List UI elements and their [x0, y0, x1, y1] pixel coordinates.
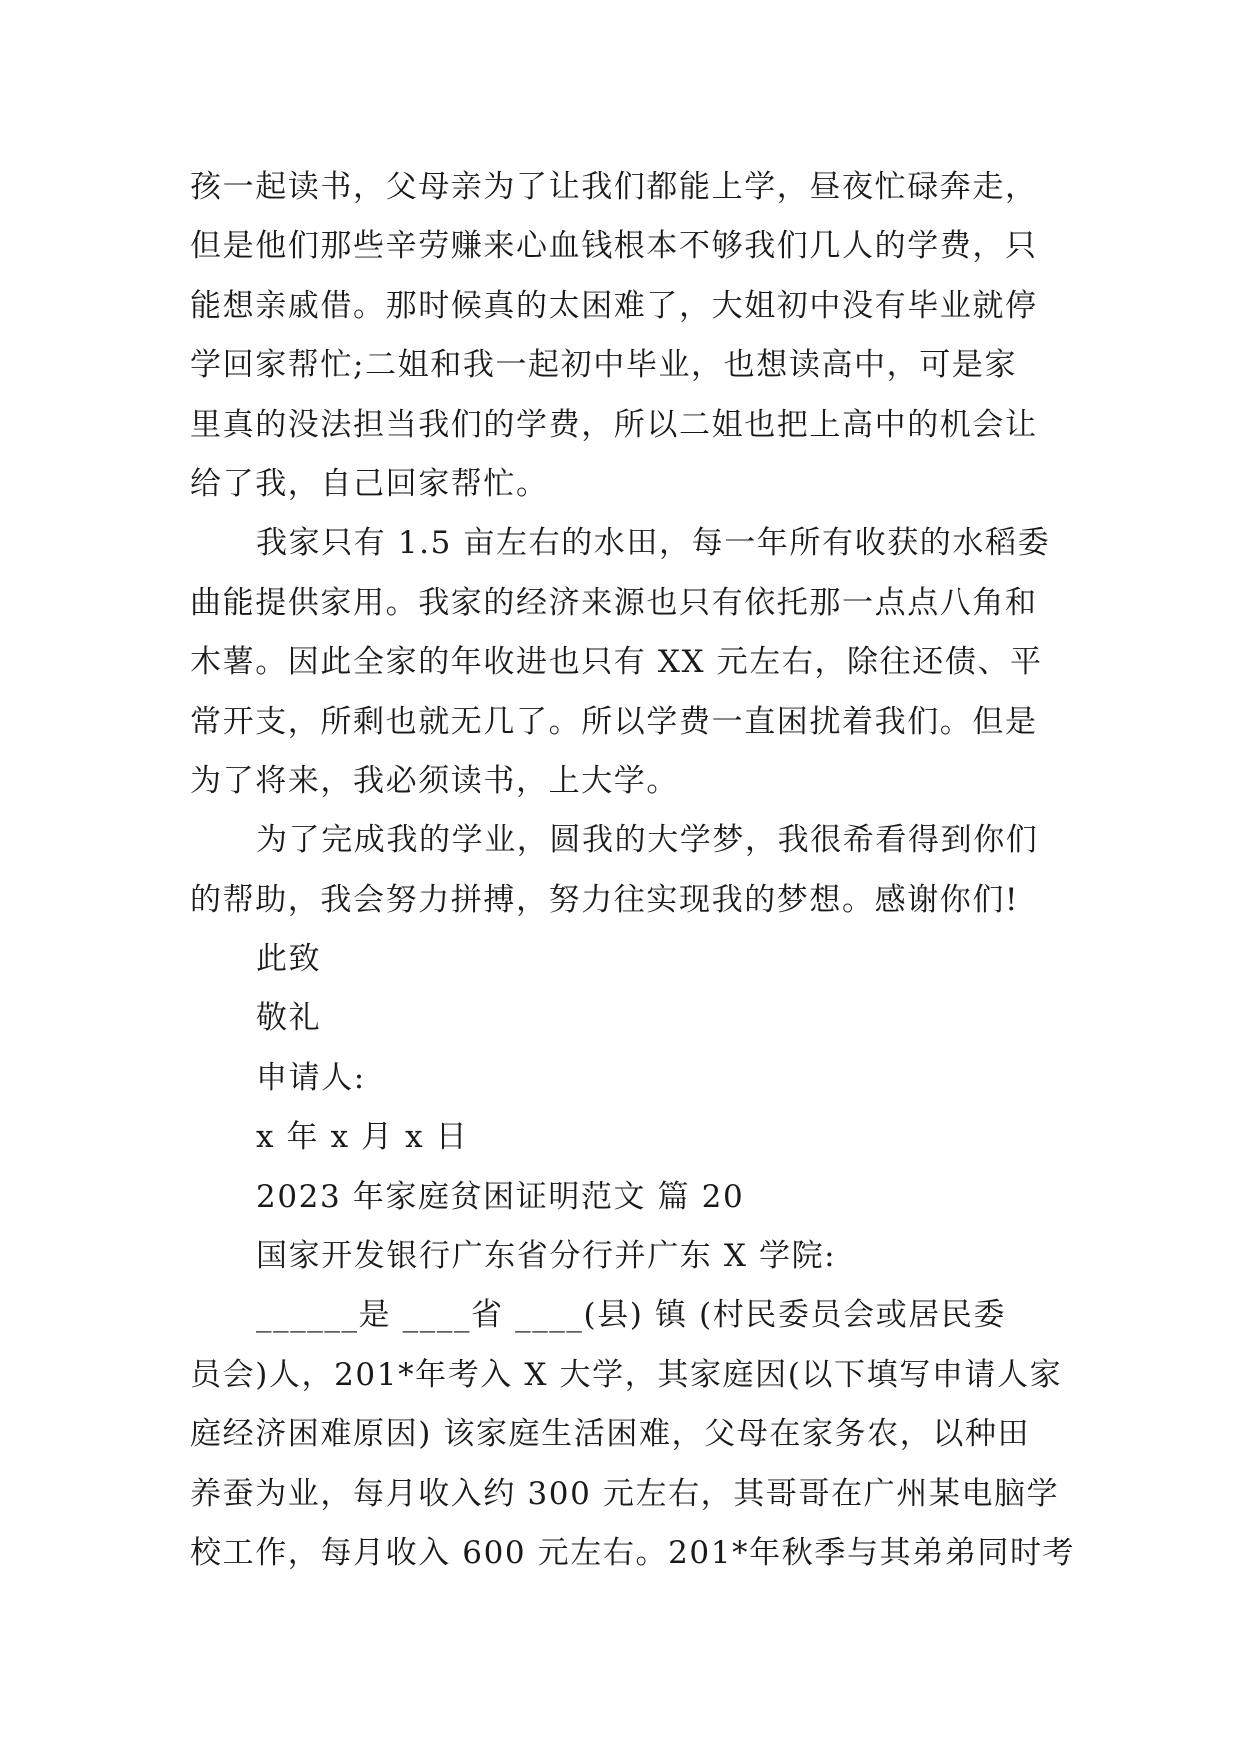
- text-line: 孩一起读书，父母亲为了让我们都能上学，昼夜忙碌奔走，: [190, 169, 1038, 205]
- document-body: [190, 158, 1076, 1583]
- text-line: 但是他们那些辛劳赚来心血钱根本不够我们几人的学费，只: [190, 228, 1038, 265]
- text-line: 学回家帮忙;二姐和我一起初中毕业，也想读高中，可是家: [190, 347, 1018, 384]
- paragraph-start: ______是 ____省 ____(县) 镇 (村民委员会或居民委: [256, 1297, 1007, 1334]
- applicant-label: 申请人:: [256, 1059, 366, 1096]
- text-line: 木薯。因此全家的年收进也只有 XX 元左右，除往还债、平: [190, 644, 1043, 681]
- text-line: 养蚕为业，每月收入约 300 元左右，其哥哥在广州某电脑学: [190, 1475, 1060, 1512]
- date-line: x 年 x 月 x 日: [256, 1119, 469, 1156]
- paragraph-start: 我家只有 1.5 亩左右的水田，每一年所有收获的水稻委: [256, 525, 1051, 562]
- text-line: 常开支，所剩也就无几了。所以学费一直困扰着我们。但是: [190, 703, 1038, 740]
- text-line: 为了将来，我必须读书，上大学。: [190, 762, 679, 799]
- closing-regards: 敬礼: [256, 1000, 322, 1037]
- text-line: 能想亲戚借。那时候真的太困难了，大姐初中没有毕业就停: [190, 287, 1038, 324]
- addressee-line: 国家开发银行广东省分行并广东 X 学院:: [256, 1238, 837, 1275]
- text-line: 庭经济困难原因) 该家庭生活困难，父母在家务农，以种田: [190, 1416, 1031, 1453]
- paragraph-start: 为了完成我的学业，圆我的大学梦，我很希看得到你们: [256, 822, 1039, 859]
- text-line: 的帮助，我会努力拼搏，努力往实现我的梦想。感谢你们!: [190, 881, 1020, 918]
- closing-salutation: 此致: [256, 941, 322, 978]
- text-line: 员会)人，201*年考入 X 大学，其家庭因(以下填写申请人家: [190, 1356, 1063, 1393]
- text-line: 给了我，自己回家帮忙。: [190, 465, 549, 502]
- text-line: 里真的没法担当我们的学费，所以二姐也把上高中的机会让: [190, 406, 1038, 443]
- text-line: 曲能提供家用。我家的经济来源也只有依托那一点点八角和: [190, 584, 1038, 621]
- section-title: 2023 年家庭贫困证明范文 篇 20: [256, 1178, 745, 1215]
- text-line: 校工作，每月收入 600 元左右。201*年秋季与其弟弟同时考: [190, 1534, 1076, 1571]
